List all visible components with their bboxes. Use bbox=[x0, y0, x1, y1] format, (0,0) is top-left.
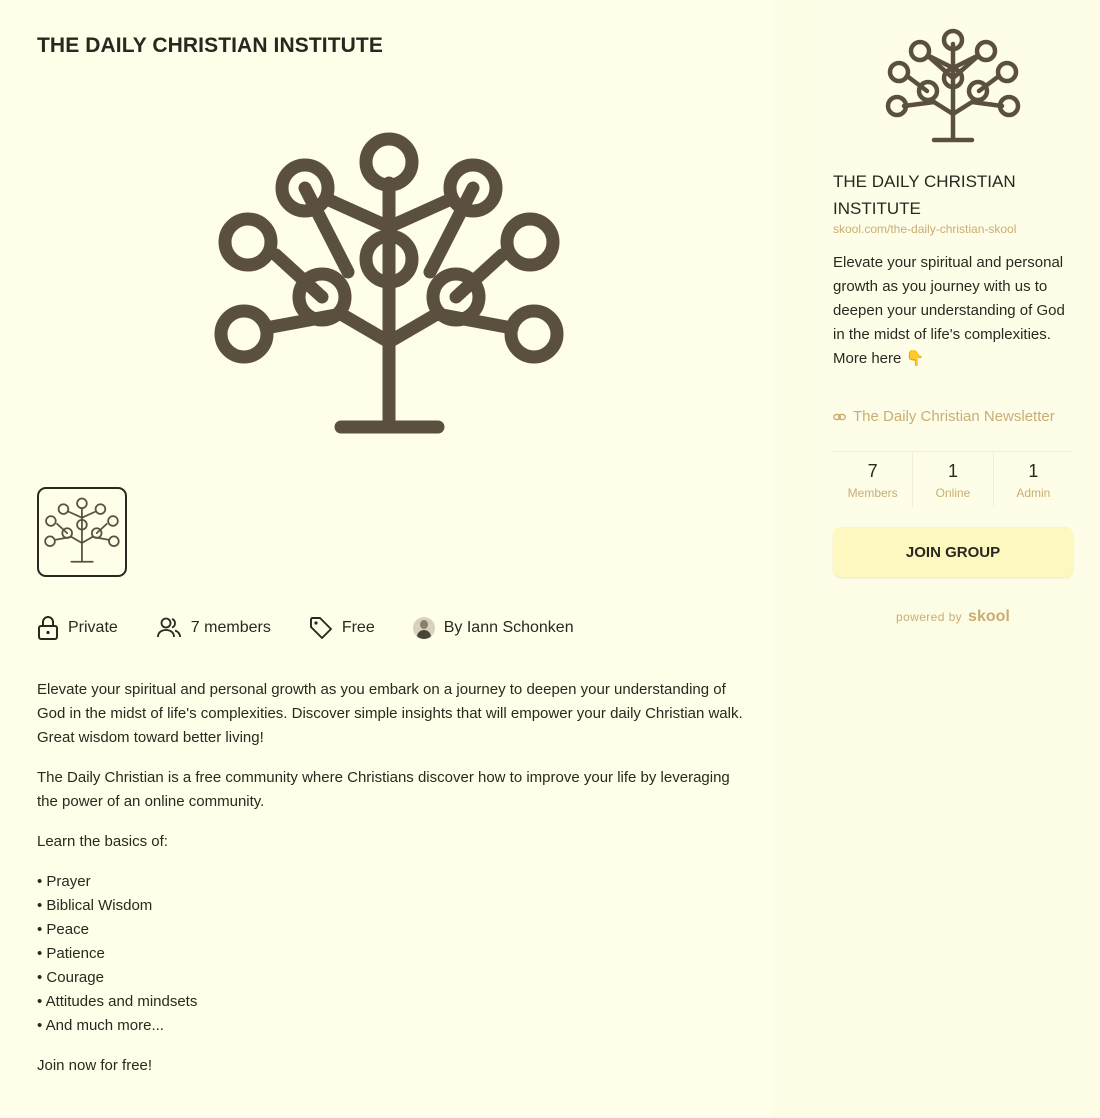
group-url: skool.com/the-daily-christian-skool bbox=[833, 222, 1017, 236]
avatar[interactable] bbox=[413, 617, 435, 639]
group-meta bbox=[37, 612, 612, 644]
stat-members[interactable] bbox=[833, 452, 913, 507]
privacy-info bbox=[37, 615, 118, 641]
list-item: • Courage bbox=[37, 966, 747, 990]
topics-list bbox=[37, 870, 747, 1038]
newsletter-link-label[interactable]: The Daily Christian Newsletter bbox=[853, 408, 1055, 425]
sidebar-logo bbox=[878, 18, 1028, 148]
list-item: • Peace bbox=[37, 918, 747, 942]
powered-by-label: powered by bbox=[896, 610, 963, 624]
owner-label[interactable]: By Iann Schonken bbox=[443, 619, 574, 636]
link-icon bbox=[833, 412, 846, 422]
price-label: Free bbox=[341, 619, 375, 636]
page-title: THE DAILY CHRISTIAN INSTITUTE bbox=[37, 34, 383, 57]
price-info bbox=[309, 616, 375, 640]
tree-logo-icon bbox=[878, 18, 1028, 148]
stat-value: 1 bbox=[947, 461, 958, 481]
stat-label: Members bbox=[847, 486, 898, 500]
members-label: 7 members bbox=[190, 619, 271, 636]
list-item: • Patience bbox=[37, 942, 747, 966]
list-item: • And much more... bbox=[37, 1014, 747, 1038]
cover-image bbox=[37, 82, 740, 476]
stat-value: 7 bbox=[867, 461, 878, 481]
gallery-thumbnail[interactable] bbox=[37, 487, 127, 577]
lock-icon bbox=[37, 615, 59, 641]
newsletter-link[interactable] bbox=[833, 408, 1055, 425]
sidebar-description: Elevate your spiritual and personal growth as you journey with us to deepen your understanding of God in the midst of life's complexities. More here 👇 bbox=[833, 254, 1065, 367]
group-description bbox=[37, 678, 747, 1094]
description-closing: Join now for free! bbox=[37, 1057, 153, 1074]
stat-online[interactable] bbox=[913, 452, 993, 507]
list-item: • Prayer bbox=[37, 870, 747, 894]
powered-by[interactable] bbox=[896, 608, 1010, 626]
owner-info[interactable] bbox=[413, 617, 574, 639]
stat-label: Online bbox=[935, 486, 971, 500]
skool-logo[interactable]: skool bbox=[968, 608, 1010, 625]
users-icon bbox=[156, 617, 182, 639]
list-item: • Attitudes and mindsets bbox=[37, 990, 747, 1014]
privacy-label: Private bbox=[68, 619, 118, 636]
list-item: • Biblical Wisdom bbox=[37, 894, 747, 918]
tree-logo-icon bbox=[37, 82, 740, 476]
group-sidebar-card bbox=[818, 8, 1088, 590]
stat-admin[interactable] bbox=[994, 452, 1073, 507]
join-group-button[interactable]: JOIN GROUP bbox=[833, 527, 1073, 577]
members-info bbox=[156, 617, 271, 639]
stat-label: Admin bbox=[1016, 486, 1051, 500]
tag-icon bbox=[309, 616, 333, 640]
stat-value: 1 bbox=[1028, 461, 1039, 481]
tree-logo-icon bbox=[39, 489, 125, 575]
group-stats bbox=[833, 451, 1073, 507]
description-paragraph: Elevate your spiritual and personal growth as you embark on a journey to deepen your understanding of God in the midst of life's complexities. Discover simple insights that will empower your daily Christian walk. Great wisdom toward better living! bbox=[37, 681, 743, 746]
description-paragraph: Learn the basics of: bbox=[37, 833, 168, 850]
description-paragraph: The Daily Christian is a free community where Christians discover how to improve your life by leveraging the power of an online community. bbox=[37, 769, 730, 810]
sidebar-title: THE DAILY CHRISTIAN INSTITUTE bbox=[833, 172, 1016, 218]
